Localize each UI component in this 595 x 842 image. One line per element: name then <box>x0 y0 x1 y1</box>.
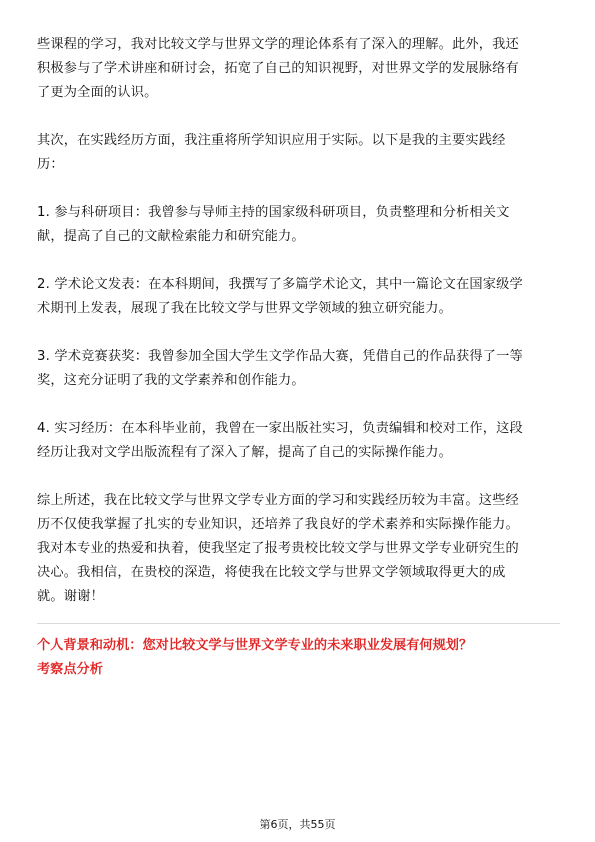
text-line: 献，提高了自己的文献检索能力和研究能力。 <box>37 229 305 244</box>
text-line: 我对本专业的热爱和执着，使我坚定了报考贵校比较文学与世界文学专业研究生的 <box>37 541 519 556</box>
text-line: 积极参与了学术讲座和研讨会，拓宽了自己的知识视野，对世界文学的发展脉络有 <box>37 61 519 76</box>
paragraph-gap <box>37 105 560 129</box>
paragraph <box>37 129 560 177</box>
analysis-heading: 考察点分析 <box>37 662 103 677</box>
paragraph <box>37 273 560 321</box>
text-line: 4. 实习经历：在本科毕业前，我曾在一家出版社实习，负责编辑和校对工作，这段 <box>37 421 523 436</box>
text-line: 些课程的学习，我对比较文学与世界文学的理论体系有了深入的理解。此外，我还 <box>37 37 519 52</box>
text-line: 决心。我相信，在贵校的深造，将使我在比较文学与世界文学领域取得更大的成 <box>37 565 506 580</box>
text-line: 1. 参与科研项目：我曾参与导师主持的国家级科研项目，负责整理和分析相关文 <box>37 205 510 220</box>
paragraph <box>37 489 560 609</box>
text-line: 奖，这充分证明了我的文学素养和创作能力。 <box>37 373 305 388</box>
text-line: 就。谢谢！ <box>37 589 104 604</box>
paragraph-gap <box>37 393 560 417</box>
paragraph <box>37 417 560 465</box>
text-line: 术期刊上发表，展现了我在比较文学与世界文学领域的独立研究能力。 <box>37 301 453 316</box>
page-footer: 第6页，共55页 <box>259 818 336 831</box>
text-line: 了更为全面的认识。 <box>37 85 158 100</box>
text-line: 其次，在实践经历方面，我注重将所学知识应用于实际。以下是我的主要实践经 <box>37 133 506 148</box>
question-heading: 个人背景和动机：您对比较文学与世界文学专业的未来职业发展有何规划？ <box>37 638 473 653</box>
paragraph-gap <box>37 465 560 489</box>
text-line: 历不仅使我掌握了扎实的专业知识，还培养了我良好的学术素养和实际操作能力。 <box>37 517 519 532</box>
text-line: 历： <box>37 157 64 172</box>
paragraph <box>37 33 560 105</box>
text-line: 综上所述，我在比较文学与世界文学专业方面的学习和实践经历较为丰富。这些经 <box>37 493 519 508</box>
paragraph-gap <box>37 177 560 201</box>
document-body <box>37 33 560 682</box>
paragraph-gap <box>37 321 560 345</box>
paragraph-gap <box>37 249 560 273</box>
text-line: 3. 学术竞赛获奖：我曾参加全国大学生文学作品大赛，凭借自己的作品获得了一等 <box>37 349 523 364</box>
section-divider <box>37 623 560 624</box>
text-line: 经历让我对文学出版流程有了深入了解，提高了自己的实际操作能力。 <box>37 445 453 460</box>
paragraph <box>37 345 560 393</box>
text-line: 2. 学术论文发表：在本科期间，我撰写了多篇学术论文，其中一篇论文在国家级学 <box>37 277 523 292</box>
paragraph <box>37 201 560 249</box>
paragraph-list <box>37 33 560 609</box>
